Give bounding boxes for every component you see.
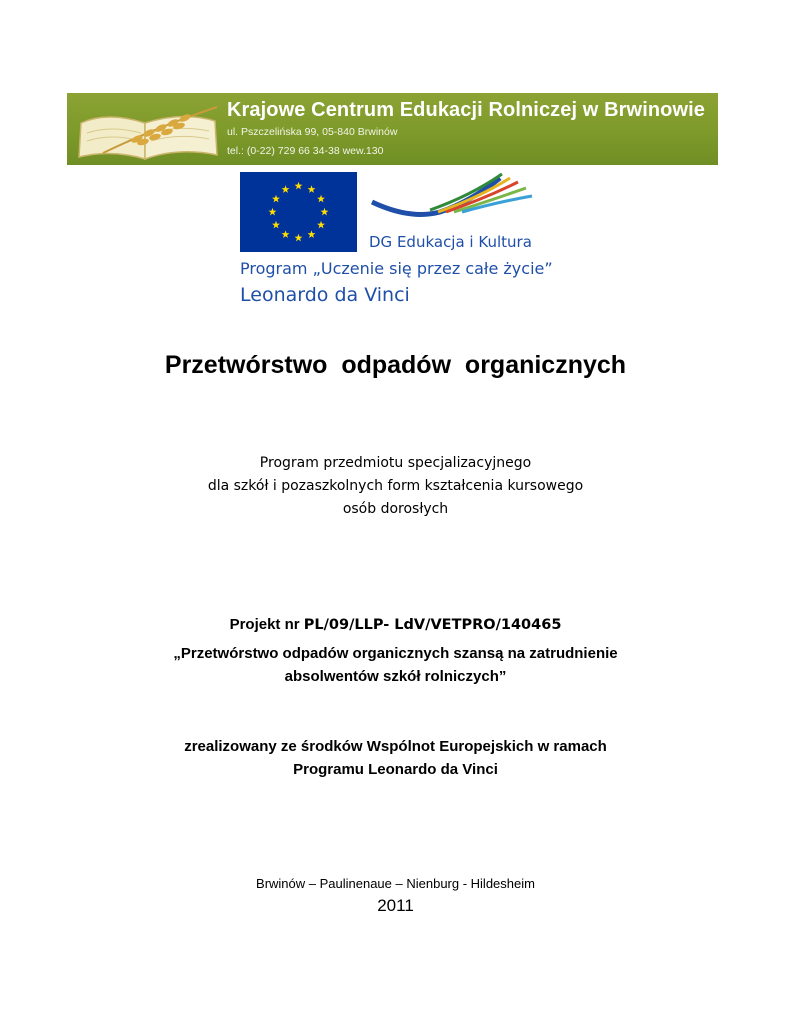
- funding-line: zrealizowany ze środków Wspólnot Europejskich w ramach: [184, 738, 607, 755]
- partner-places: Brwinów – Paulinenaue – Nienburg - Hildesheim: [256, 876, 535, 891]
- leonardo-da-vinci-label: Leonardo da Vinci: [240, 284, 410, 306]
- eu-flag-icon: [240, 172, 357, 252]
- funding-line: Programu Leonardo da Vinci: [293, 761, 498, 778]
- lifelong-learning-program-label: Program „Uczenie się przez całe życie”: [240, 259, 553, 278]
- project-number: PL/09/LLP- LdV/VETPRO/140465: [303, 617, 562, 633]
- institution-name: Krajowe Centrum Edukacji Rolniczej w Brwinowie: [227, 99, 706, 121]
- subtitle-line: dla szkół i pozaszkolnych form kształcenia kursowego: [207, 478, 584, 494]
- funding-statement: [0, 735, 791, 781]
- subtitle-line: osób dorosłych: [342, 501, 449, 517]
- institution-address: ul. Pszczelińska 99, 05-840 Brwinów: [227, 126, 398, 138]
- project-title: [0, 642, 791, 688]
- book-wheat-logo-icon: [67, 93, 227, 165]
- document-subtitle: [0, 452, 791, 521]
- institution-phone: tel.: (0-22) 729 66 34-38 wew.130: [227, 145, 384, 157]
- dg-education-culture-label: DG Edukacja i Kultura: [369, 233, 532, 251]
- subtitle-line: Program przedmiotu specjalizacyjnego: [259, 455, 532, 471]
- project-title-line: „Przetwórstwo odpadów organicznych szansą na zatrudnienie: [173, 645, 618, 662]
- project-title-line: absolwentów szkół rolniczych”: [284, 668, 507, 685]
- project-number-prefix: Projekt nr: [229, 616, 304, 633]
- project-number-line: [0, 616, 791, 633]
- institution-banner: [67, 93, 718, 165]
- leonardo-swoosh-icon: [370, 172, 535, 230]
- document-title: Przetwórstwo odpadów organicznych: [164, 351, 627, 379]
- publication-year: 2011: [377, 896, 414, 915]
